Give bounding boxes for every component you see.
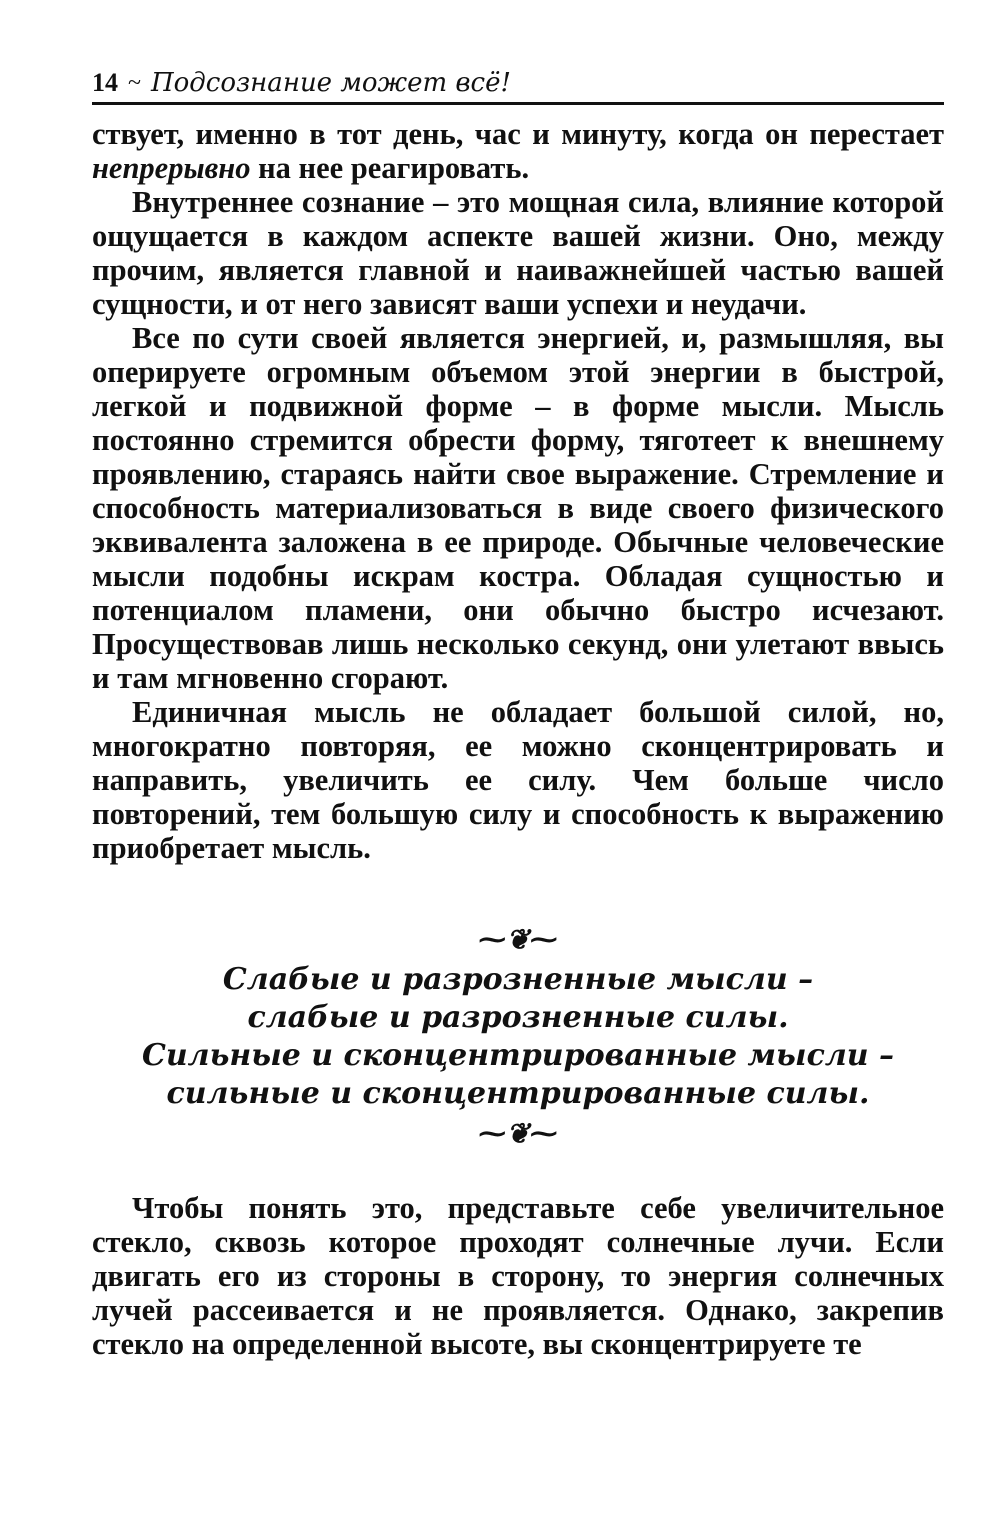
running-header	[92, 62, 944, 98]
book-page	[92, 62, 944, 1361]
paragraph: ствует, именно в тот день, час и минуту, когда он перестает непрерывно на нее реагировать.	[92, 117, 944, 185]
header-rule	[92, 102, 944, 105]
quote-line: Слабые и разрозненные мысли –	[222, 962, 814, 997]
paragraph: Единичная мысль не обладает большой силой, но, многократно повторяя, ее можно сконцентрировать и направить, увеличить ее силу. Чем больше число повторений, тем большую силу и способность к выражению приобретает мысль.	[92, 695, 944, 865]
paragraph: Все по сути своей является энергией, и, размышляя, вы оперируете огромным объемом этой энергии в быстрой, легкой и подвижной форме – в форме мысли. Мысль постоянно стремится обрести форму, тяготеет к внешнему проявлению, стараясь найти свое выражение. Стремление и способность материализоваться в виде своего физического эквивалента заложена в ее природе. Обычные человеческие мысли подобны искрам костра. Обладая сущностью и потенциалом пламени, они обычно быстро исчезают. Просуществовав лишь несколько секунд, они улетают ввысь и там мгновенно сгорают.	[92, 321, 944, 695]
flourish-ornament-icon: ⁓❦⁓	[478, 923, 558, 956]
paragraph: Чтобы понять это, представьте себе увеличительное стекло, сквозь которое проходят солнечные лучи. Если двигать его из стороны в сторону, то энергия солнечных лучей рассеивается и не проявляется. Однако, закрепив стекло на определенной высоте, вы сконцентрируете те	[92, 1191, 944, 1361]
flourish-ornament-icon: ⁓❦⁓	[478, 1117, 558, 1150]
quote-line: Сильные и сконцентрированные мысли –	[141, 1038, 895, 1073]
pull-quote	[92, 925, 944, 1149]
quote-line: слабые и разрозненные силы.	[247, 1000, 789, 1035]
swash-ornament-icon: ~	[128, 70, 141, 96]
body-text-continued	[92, 1191, 944, 1361]
body-text	[92, 117, 944, 865]
quote-line: сильные и сконцентрированные силы.	[166, 1076, 870, 1111]
page-number: 14	[92, 68, 118, 97]
paragraph: Внутреннее сознание – это мощная сила, влияние которой ощущается в каждом аспекте вашей жизни. Оно, между прочим, является главной и наиважнейшей частью вашей сущности, и от него зависят ваши успехи и неудачи.	[92, 185, 944, 321]
running-title: Подсознание может всё!	[150, 68, 511, 98]
emphasis: непрерывно	[92, 151, 251, 185]
